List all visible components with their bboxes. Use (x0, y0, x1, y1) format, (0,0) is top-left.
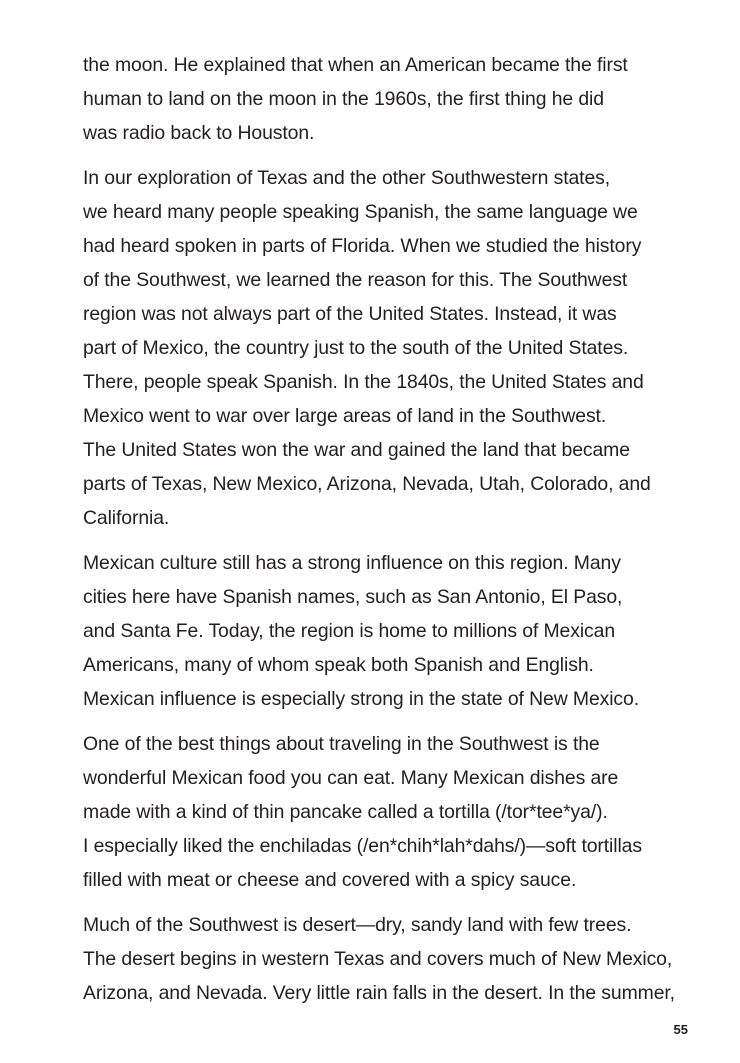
paragraph-1 (83, 48, 693, 150)
text-line: region was not always part of the United States. Instead, it was (83, 303, 617, 325)
text-line: The United States won the war and gained the land that became (83, 439, 630, 461)
paragraph-4 (83, 727, 693, 897)
text-line: Arizona, and Nevada. Very little rain falls in the desert. In the summer, (83, 982, 675, 1004)
text-line: human to land on the moon in the 1960s, the first thing he did (83, 88, 604, 110)
text-line: California. (83, 507, 170, 529)
text-line: and Santa Fe. Today, the region is home to millions of Mexican (83, 620, 616, 642)
text-line: I especially liked the enchiladas (/en*chih*lah*dahs/)—soft tortillas (83, 835, 642, 857)
text-line: The desert begins in western Texas and covers much of New Mexico, (83, 948, 673, 970)
text-line: Mexican culture still has a strong influence on this region. Many (83, 552, 621, 574)
text-line: filled with meat or cheese and covered with a spicy sauce. (83, 869, 577, 891)
text-line: Much of the Southwest is desert—dry, sandy land with few trees. (83, 914, 632, 936)
body-text (83, 48, 693, 1021)
text-line: Americans, many of whom speak both Spanish and English. (83, 654, 594, 676)
page-number: 55 (673, 1022, 688, 1037)
text-line: was radio back to Houston. (83, 122, 315, 144)
paragraph-2 (83, 161, 693, 535)
text-line: One of the best things about traveling in the Southwest is the (83, 733, 600, 755)
text-line: Mexico went to war over large areas of land in the Southwest. (83, 405, 607, 427)
paragraph-3 (83, 546, 693, 716)
text-line: parts of Texas, New Mexico, Arizona, Nevada, Utah, Colorado, and (83, 473, 651, 495)
text-line: In our exploration of Texas and the other Southwestern states, (83, 167, 611, 189)
text-line: made with a kind of thin pancake called a tortilla (/tor*tee*ya/). (83, 801, 608, 823)
text-line: There, people speak Spanish. In the 1840s, the United States and (83, 371, 644, 393)
text-line: wonderful Mexican food you can eat. Many Mexican dishes are (83, 767, 619, 789)
text-line: of the Southwest, we learned the reason for this. The Southwest (83, 269, 628, 291)
text-line: cities here have Spanish names, such as San Antonio, El Paso, (83, 586, 623, 608)
text-line: had heard spoken in parts of Florida. When we studied the history (83, 235, 642, 257)
text-line: part of Mexico, the country just to the south of the United States. (83, 337, 629, 359)
text-line: the moon. He explained that when an American became the first (83, 54, 628, 76)
paragraph-5 (83, 908, 693, 1010)
text-line: we heard many people speaking Spanish, the same language we (83, 201, 638, 223)
text-line: Mexican influence is especially strong in the state of New Mexico. (83, 688, 639, 710)
